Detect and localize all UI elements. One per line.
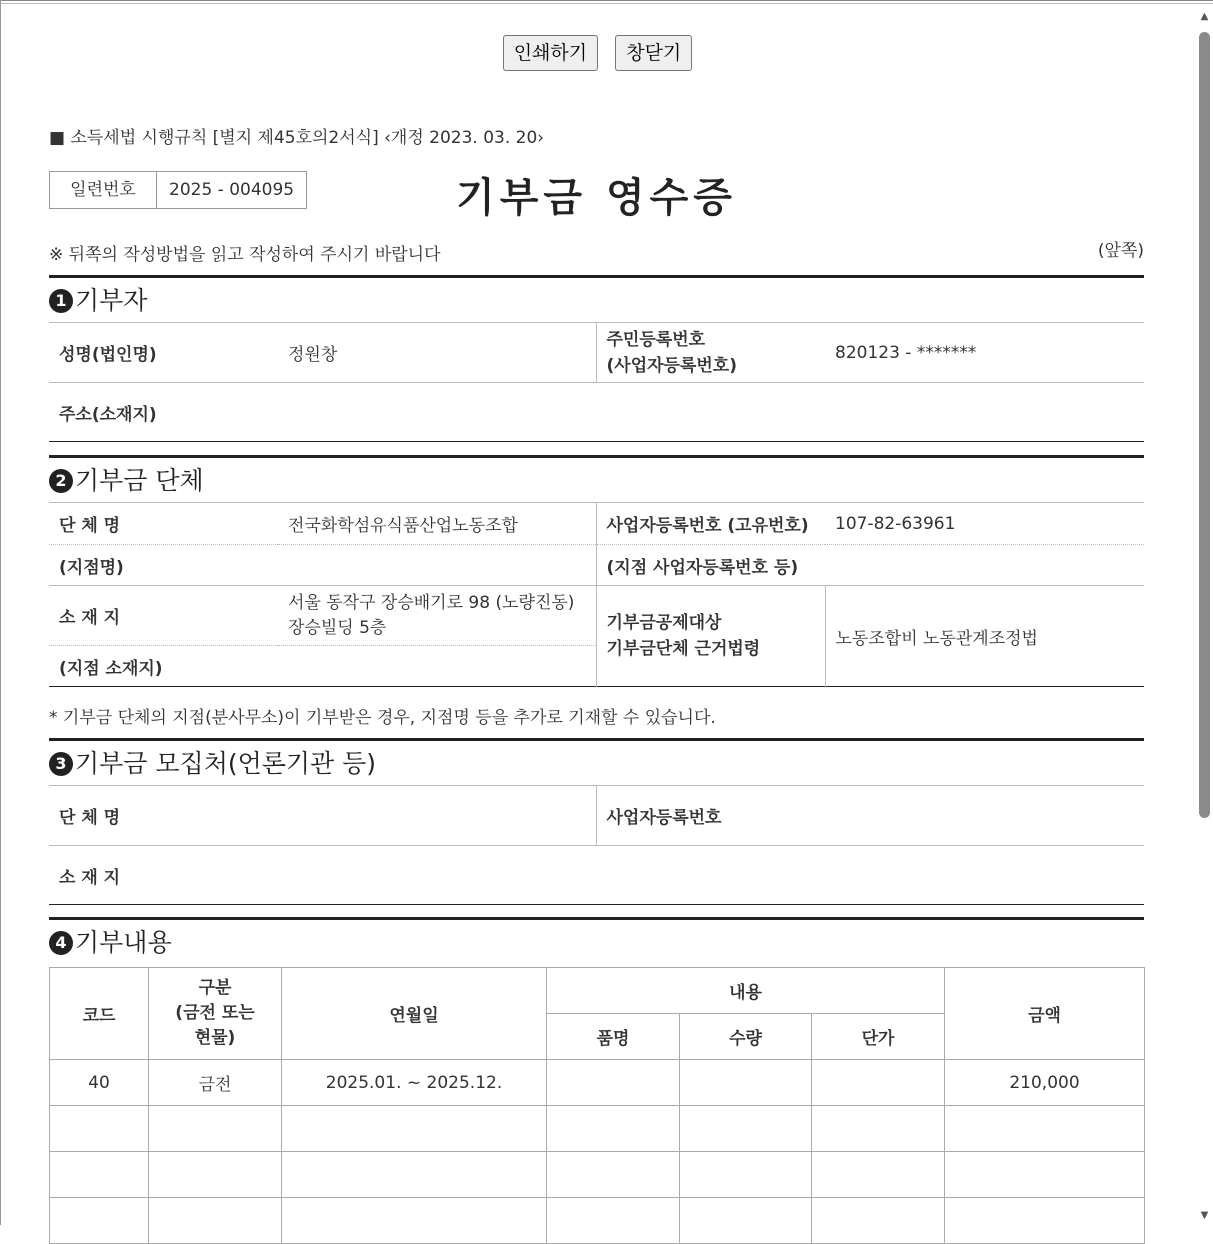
org-law-label-line1: 기부금공제대상	[606, 613, 722, 633]
collector-name-value	[278, 786, 596, 846]
page-side-label: (앞쪽)	[1097, 241, 1144, 261]
cell-price	[812, 1106, 945, 1152]
print-button[interactable]: 인쇄하기	[503, 35, 598, 71]
collector-name-label: 단 체 명	[49, 786, 278, 846]
cell-type	[149, 1106, 282, 1152]
header-type-line1: 구분	[198, 978, 232, 998]
window-left-border	[0, 0, 1, 1225]
header-detail: 내용	[547, 968, 945, 1014]
cell-code: 40	[50, 1060, 149, 1106]
donor-name-value: 정원창	[278, 323, 596, 383]
donor-id-label-line1: 주민등록번호	[606, 329, 706, 350]
org-branch-location-value	[278, 646, 596, 687]
action-bar	[0, 35, 1195, 71]
cell-qty	[680, 1152, 812, 1198]
close-window-button[interactable]: 창닫기	[615, 35, 692, 71]
cell-type	[149, 1198, 282, 1244]
cell-item	[547, 1152, 680, 1198]
section-number-badge: 2	[49, 469, 73, 493]
window-top-border	[0, 0, 1213, 4]
collector-table	[49, 785, 1144, 905]
org-location-value: 서울 동작구 장승배기로 98 (노량진동) 장승빌딩 5층	[278, 586, 596, 646]
section-number-badge: 3	[49, 752, 73, 776]
org-branch-reg-value	[825, 545, 1144, 586]
vertical-scrollbar[interactable]	[1196, 4, 1213, 1225]
donor-address-label: 주소(소재지)	[49, 383, 278, 442]
instruction-note: ※ 뒤쪽의 작성방법을 읽고 작성하여 주시기 바랍니다	[49, 245, 441, 265]
collector-section	[49, 738, 1144, 905]
header-amount: 금액	[945, 968, 1145, 1060]
cell-amount	[945, 1106, 1145, 1152]
collector-location-label: 소 재 지	[49, 846, 278, 905]
org-name-value: 전국화학섬유식품산업노동조합	[278, 503, 596, 545]
cell-type: 금전	[149, 1060, 282, 1106]
cell-amount	[945, 1152, 1145, 1198]
collector-reg-label: 사업자등록번호	[596, 786, 825, 846]
cell-qty	[680, 1060, 812, 1106]
cell-amount: 210,000	[945, 1060, 1145, 1106]
cell-qty	[680, 1106, 812, 1152]
org-reg-value: 107-82-63961	[825, 503, 1144, 545]
organization-heading: 기부금 단체	[75, 466, 204, 495]
contents-section-title	[49, 920, 1144, 967]
org-branch-value	[278, 545, 596, 586]
cell-qty	[680, 1198, 812, 1244]
cell-date	[282, 1198, 547, 1244]
header-type	[149, 968, 282, 1060]
header-date: 연월일	[282, 968, 547, 1060]
cell-code	[50, 1152, 149, 1198]
org-law-label	[596, 586, 825, 687]
donor-address-value	[278, 383, 1144, 442]
org-law-label-line2: 기부금단체 근거법령	[606, 639, 761, 659]
cell-code	[50, 1106, 149, 1152]
organization-section-title	[49, 458, 1144, 502]
organization-table	[49, 502, 1144, 687]
table-row	[50, 1152, 1145, 1198]
table-row	[50, 1198, 1145, 1244]
org-law-value: 노동조합비 노동관계조정법	[825, 586, 1144, 687]
collector-section-title	[49, 741, 1144, 785]
header-type-line3: 현물)	[194, 1028, 236, 1048]
org-name-label: 단 체 명	[49, 503, 278, 545]
donor-id-label-line2: (사업자등록번호)	[606, 355, 737, 376]
org-reg-label: 사업자등록번호 (고유번호)	[596, 503, 825, 545]
cell-price	[812, 1152, 945, 1198]
form-reference: ■ 소득세법 시행규칙 [별지 제45호의2서식] ‹개정 2023. 03. 20›	[49, 128, 545, 148]
cell-code	[50, 1198, 149, 1244]
org-branch-reg-label: (지점 사업자등록번호 등)	[596, 545, 825, 586]
serial-number-label: 일련번호	[50, 172, 157, 208]
cell-date	[282, 1152, 547, 1198]
cell-amount	[945, 1198, 1145, 1244]
page-title: 기부금 영수증	[456, 175, 737, 221]
cell-item	[547, 1106, 680, 1152]
table-row	[50, 1106, 1145, 1152]
cell-type	[149, 1152, 282, 1198]
section-number-badge: 4	[49, 931, 73, 955]
scroll-down-arrow-icon[interactable]: ▼	[1200, 1210, 1209, 1221]
scrollbar-thumb[interactable]	[1199, 32, 1210, 818]
org-branch-label: (지점명)	[49, 545, 278, 586]
header-item: 품명	[547, 1014, 680, 1060]
contents-section	[49, 917, 1144, 1244]
branch-note: * 기부금 단체의 지점(분사무소)이 기부받은 경우, 지점명 등을 추가로 기재할 수 있습니다.	[49, 708, 716, 728]
scroll-up-arrow-icon[interactable]: ▲	[1200, 11, 1209, 22]
collector-heading: 기부금 모집처(언론기관 등)	[75, 749, 377, 778]
donor-id-value: 820123 - *******	[825, 323, 1144, 383]
organization-section	[49, 455, 1144, 687]
header-qty: 수량	[680, 1014, 812, 1060]
cell-price	[812, 1060, 945, 1106]
donor-section-title	[49, 278, 1144, 322]
serial-number-value: 2025 - 004095	[169, 180, 295, 200]
cell-item	[547, 1198, 680, 1244]
donor-name-label: 성명(법인명)	[49, 323, 278, 383]
org-branch-location-label: (지점 소재지)	[49, 646, 278, 687]
collector-reg-value	[825, 786, 1144, 846]
header-price: 단가	[812, 1014, 945, 1060]
collector-location-value	[278, 846, 1144, 905]
header-type-line2: (금전 또는	[175, 1003, 255, 1023]
table-row	[50, 1060, 1145, 1106]
contents-table	[49, 967, 1145, 1244]
cell-date	[282, 1106, 547, 1152]
donor-section	[49, 275, 1144, 442]
donor-id-label	[596, 323, 825, 383]
donor-heading: 기부자	[75, 286, 148, 315]
section-number-badge: 1	[49, 289, 73, 313]
cell-date: 2025.01. ~ 2025.12.	[282, 1060, 547, 1106]
header-code: 코드	[50, 968, 149, 1060]
donor-table	[49, 322, 1144, 442]
cell-item	[547, 1060, 680, 1106]
org-location-label: 소 재 지	[49, 586, 278, 646]
contents-heading: 기부내용	[75, 928, 172, 957]
cell-price	[812, 1198, 945, 1244]
